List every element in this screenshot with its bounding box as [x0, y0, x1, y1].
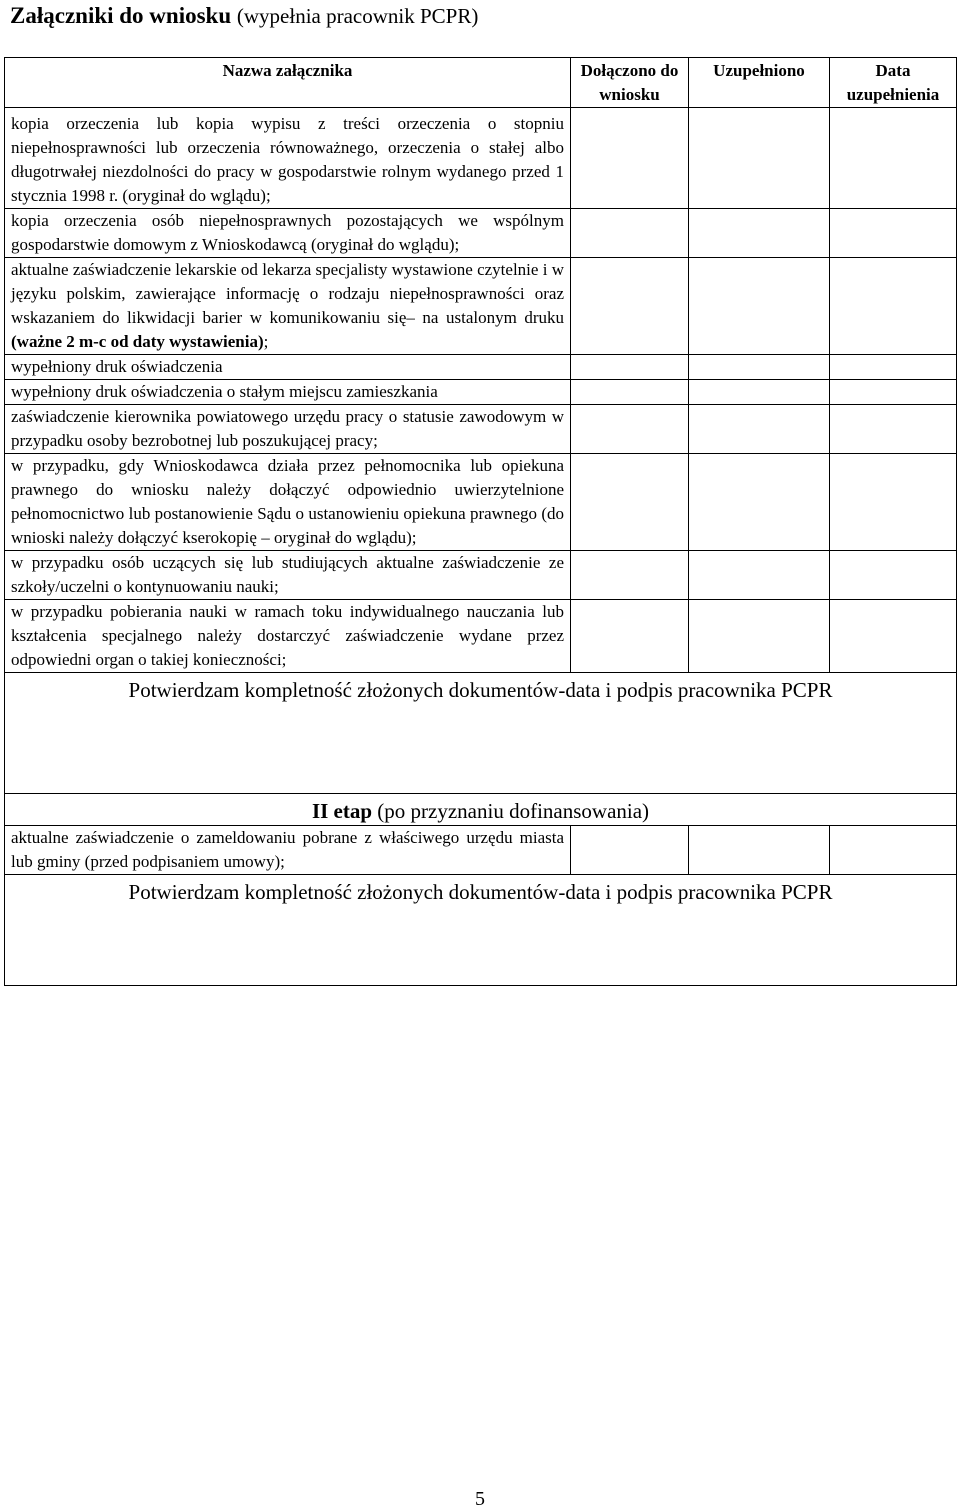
attachment-name: kopia orzeczenia osób niepełnosprawnych pozostających we wspólnym gospodarstwie domowym z Wnioskodawcą (oryginał do wglądu);	[5, 209, 571, 258]
completion-date-cell[interactable]	[830, 380, 957, 405]
completed-cell[interactable]	[689, 405, 830, 454]
completion-date-cell[interactable]	[830, 258, 957, 355]
table-row	[5, 600, 957, 673]
attachment-text: w przypadku, gdy Wnioskodawca działa przez pełnomocnika lub opiekuna prawnego do wniosku należy dołączyć odpowiednio uwierzytelnione pełnomocnictwo lub postanowienie Sądu o ustanowieniu opiekuna prawnego	[11, 456, 564, 523]
attachment-name	[5, 258, 571, 355]
completion-date-cell[interactable]	[830, 826, 957, 875]
completion-date-cell[interactable]	[830, 454, 957, 551]
table-row	[5, 258, 957, 355]
table-row	[5, 355, 957, 380]
page-title	[10, 2, 478, 30]
attachment-text: kopia orzeczenia lub kopia wypisu z treści orzeczenia o stopniu niepełnosprawności lub orzeczenia równoważnego, orzeczenia o stałej albo długotrwałej niezdolności do pracy w gospodarstwie rolnym wydanego przed 1 stycznia 1998 r.	[11, 114, 564, 205]
stage2-title	[5, 794, 957, 826]
confirmation-row	[5, 875, 957, 986]
header-completion-date: Data uzupełnienia	[830, 58, 957, 108]
stage2-title-bold: II etap	[311, 799, 373, 823]
attachment-text-end: ;	[263, 332, 269, 351]
completed-cell[interactable]	[689, 258, 830, 355]
attachment-validity-note: (ważne 2 m-c od daty wystawienia)	[11, 332, 264, 351]
header-attached: Dołączono do wniosku	[571, 58, 689, 108]
completion-date-cell[interactable]	[830, 551, 957, 600]
attached-cell[interactable]	[571, 454, 689, 551]
completion-date-cell[interactable]	[830, 355, 957, 380]
confirmation-row	[5, 673, 957, 794]
header-completed: Uzupełniono	[689, 58, 830, 108]
attachment-text: aktualne zaświadczenie lekarskie od lekarza specjalisty wystawione czytelnie i w języku polskim, zawierające informację o rodzaju niepełnosprawności oraz wskazaniem do likwidacji barier w komunikowaniu się– na ustalonym druku	[11, 260, 564, 327]
completion-date-cell[interactable]	[830, 209, 957, 258]
attachment-name: wypełniony druk oświadczenia	[5, 355, 571, 380]
table-row	[5, 209, 957, 258]
confirmation-signature-box[interactable]	[5, 673, 957, 794]
attachment-name	[5, 454, 571, 551]
table-row	[5, 454, 957, 551]
completed-cell[interactable]	[689, 826, 830, 875]
page-number: 5	[475, 1488, 485, 1510]
header-attachment-name: Nazwa załącznika	[5, 58, 571, 108]
attachment-name: wypełniony druk oświadczenia o stałym miejscu zamieszkania	[5, 380, 571, 405]
table-row	[5, 826, 957, 875]
table-row	[5, 380, 957, 405]
table-row	[5, 405, 957, 454]
completion-date-cell[interactable]	[830, 405, 957, 454]
attachment-name: w przypadku pobierania nauki w ramach toku indywidualnego nauczania lub kształcenia specjalnego należy dostarczyć zaświadczenie wydane przez odpowiedni organ o takiej konieczności;	[5, 600, 571, 673]
attached-cell[interactable]	[571, 405, 689, 454]
table-row	[5, 108, 957, 209]
attachment-name	[5, 108, 571, 209]
stage2-title-row	[5, 794, 957, 826]
completion-date-cell[interactable]	[830, 600, 957, 673]
confirmation-label: Potwierdzam kompletność złożonych dokumentów-data i podpis pracownika PCPR	[128, 678, 833, 702]
table-header-row	[5, 58, 957, 108]
page-title-main: Załączniki do wniosku	[10, 3, 232, 28]
attached-cell[interactable]	[571, 600, 689, 673]
attachment-name: zaświadczenie kierownika powiatowego urzędu pracy o statusie zawodowym w przypadku osoby bezrobotnej lub poszukującej pracy;	[5, 405, 571, 454]
table-row	[5, 551, 957, 600]
attached-cell[interactable]	[571, 380, 689, 405]
completed-cell[interactable]	[689, 108, 830, 209]
completed-cell[interactable]	[689, 355, 830, 380]
attachments-table	[4, 57, 957, 986]
attached-cell[interactable]	[571, 355, 689, 380]
completed-cell[interactable]	[689, 454, 830, 551]
completed-cell[interactable]	[689, 209, 830, 258]
attached-cell[interactable]	[571, 209, 689, 258]
attached-cell[interactable]	[571, 551, 689, 600]
page-title-subtitle: (wypełnia pracownik PCPR)	[236, 4, 479, 28]
attachment-name: w przypadku osób uczących się lub studiujących aktualne zaświadczenie ze szkoły/uczelni o kontynuowaniu nauki;	[5, 551, 571, 600]
confirmation-label: Potwierdzam kompletność złożonych dokumentów-data i podpis pracownika PCPR	[128, 880, 833, 904]
completion-date-cell[interactable]	[830, 108, 957, 209]
stage2-title-rest: (po przyznaniu dofinansowania)	[372, 799, 650, 823]
attached-cell[interactable]	[571, 258, 689, 355]
attachment-note: (oryginał do wglądu);	[122, 186, 271, 205]
completed-cell[interactable]	[689, 551, 830, 600]
attachment-name: aktualne zaświadczenie o zameldowaniu pobrane z właściwego urzędu miasta lub gminy (przed podpisaniem umowy);	[5, 826, 571, 875]
completed-cell[interactable]	[689, 600, 830, 673]
attached-cell[interactable]	[571, 826, 689, 875]
attachment-note: (do wnioski należy dołączyć kserokopię – oryginał do wglądu);	[11, 504, 564, 547]
attached-cell[interactable]	[571, 108, 689, 209]
confirmation-signature-box[interactable]	[5, 875, 957, 986]
completed-cell[interactable]	[689, 380, 830, 405]
